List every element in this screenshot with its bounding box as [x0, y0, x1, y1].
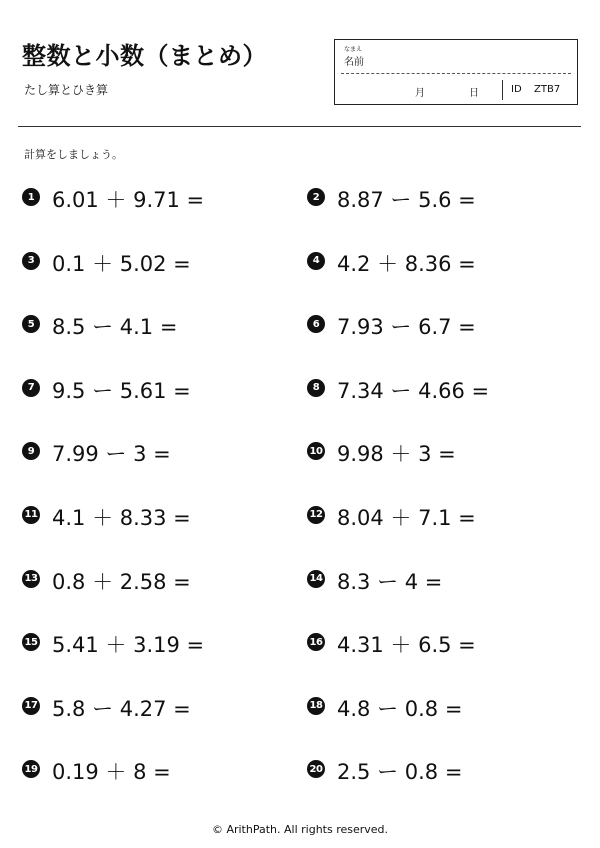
problem-grid	[22, 182, 582, 818]
problem-item	[307, 500, 582, 546]
problem-item	[307, 182, 582, 228]
problem-number-badge: 6	[307, 315, 325, 333]
problem-expression: 4.31 ＋ 6.5 =	[337, 633, 476, 658]
problem-item	[22, 691, 307, 737]
problem-expression: 8.3 ー 4 =	[337, 569, 443, 594]
problem-item	[22, 436, 307, 482]
problem-item	[22, 627, 307, 673]
problem-expression: 2.5 ー 0.8 =	[337, 760, 463, 785]
problem-number-badge: 8	[307, 379, 325, 397]
name-box	[334, 39, 578, 105]
name-dotted-line	[341, 73, 571, 74]
problem-item	[22, 246, 307, 292]
problem-number-badge: 11	[22, 506, 40, 524]
problem-number-badge: 9	[22, 442, 40, 460]
problem-expression: 4.2 ＋ 8.36 =	[337, 251, 476, 276]
worksheet-subtitle: たし算とひき算	[24, 83, 109, 97]
problem-expression: 5.41 ＋ 3.19 =	[52, 633, 205, 658]
problem-expression: 0.1 ＋ 5.02 =	[52, 251, 191, 276]
problem-expression: 8.04 ＋ 7.1 =	[337, 505, 476, 530]
problem-number-badge: 18	[307, 697, 325, 715]
problem-expression: 8.5 ー 4.1 =	[52, 315, 178, 340]
problem-item	[307, 373, 582, 419]
problem-number-badge: 17	[22, 697, 40, 715]
problem-expression: 0.8 ＋ 2.58 =	[52, 569, 191, 594]
problem-expression: 9.5 ー 5.61 =	[52, 378, 191, 403]
problem-number-badge: 15	[22, 633, 40, 651]
name-ruby: なまえ	[344, 46, 363, 53]
problem-expression: 0.19 ＋ 8 =	[52, 760, 171, 785]
header-divider	[18, 126, 581, 127]
problem-expression: 4.8 ー 0.8 =	[337, 696, 463, 721]
problem-number-badge: 1	[22, 188, 40, 206]
problem-item	[307, 627, 582, 673]
problem-item	[307, 436, 582, 482]
problem-expression: 7.34 ー 4.66 =	[337, 378, 490, 403]
problem-item	[22, 754, 307, 800]
problem-item	[307, 309, 582, 355]
problem-item	[22, 373, 307, 419]
month-label: 月	[415, 88, 425, 99]
name-label: 名前	[344, 57, 364, 68]
problem-item	[307, 691, 582, 737]
problem-item	[22, 182, 307, 228]
problem-expression: 7.99 ー 3 =	[52, 442, 171, 467]
problem-number-badge: 14	[307, 570, 325, 588]
problem-number-badge: 16	[307, 633, 325, 651]
day-label: 日	[469, 88, 479, 99]
worksheet-title: 整数と小数（まとめ）	[22, 42, 267, 70]
instruction-text: 計算をしましょう。	[24, 148, 123, 161]
problem-number-badge: 20	[307, 760, 325, 778]
problem-expression: 4.1 ＋ 8.33 =	[52, 505, 191, 530]
problem-number-badge: 12	[307, 506, 325, 524]
problem-item	[22, 564, 307, 610]
problem-expression: 9.98 ＋ 3 =	[337, 442, 456, 467]
problem-number-badge: 10	[307, 442, 325, 460]
problem-number-badge: 5	[22, 315, 40, 333]
problem-item	[307, 564, 582, 610]
problem-item	[307, 246, 582, 292]
problem-expression: 6.01 ＋ 9.71 =	[52, 188, 205, 212]
problem-number-badge: 13	[22, 570, 40, 588]
copyright-footer: © ArithPath. All rights reserved.	[211, 823, 389, 836]
id-label: ID	[511, 84, 522, 95]
problem-number-badge: 2	[307, 188, 325, 206]
problem-number-badge: 19	[22, 760, 40, 778]
problem-number-badge: 3	[22, 252, 40, 270]
problem-expression: 7.93 ー 6.7 =	[337, 315, 476, 340]
problem-number-badge: 4	[307, 252, 325, 270]
problem-expression: 5.8 ー 4.27 =	[52, 696, 191, 721]
problem-expression: 8.87 ー 5.6 =	[337, 188, 476, 212]
id-value: ZTB7	[534, 84, 561, 95]
problem-item	[22, 500, 307, 546]
id-separator	[502, 80, 503, 100]
problem-item	[22, 309, 307, 355]
problem-item	[307, 754, 582, 800]
problem-number-badge: 7	[22, 379, 40, 397]
